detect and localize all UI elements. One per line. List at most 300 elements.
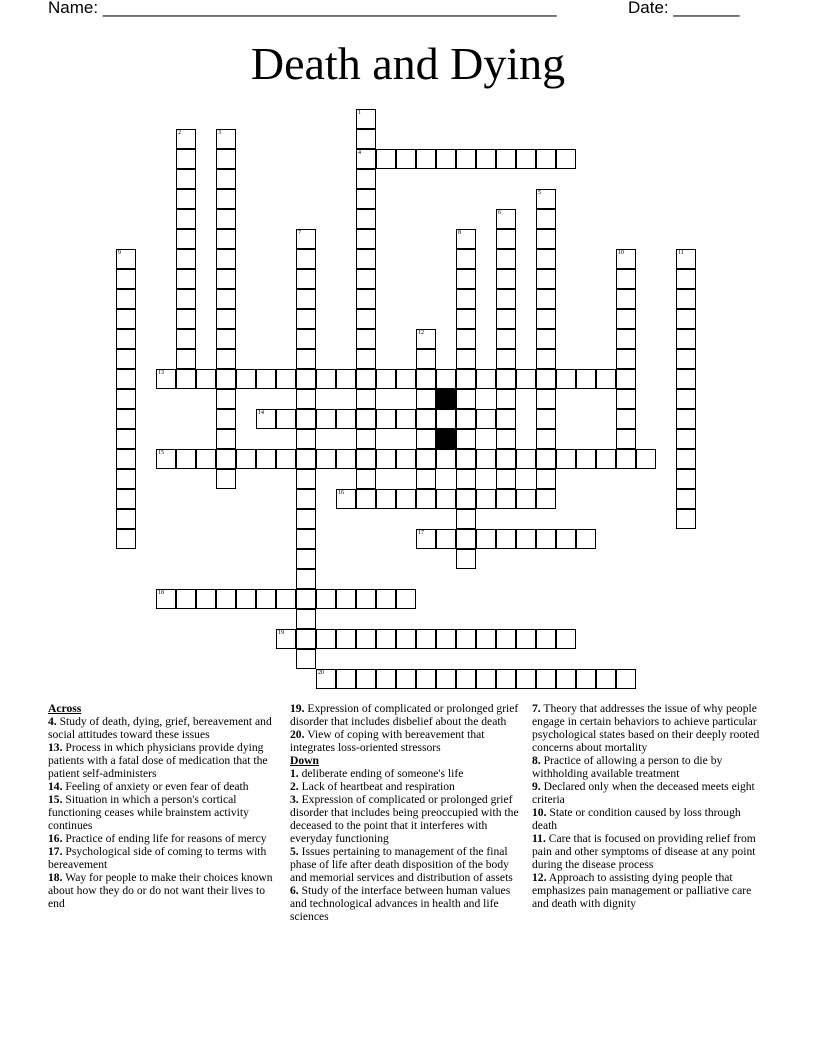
grid-cell[interactable] [536,629,556,649]
grid-cell[interactable] [176,369,196,389]
clue-number: 6. [290,884,299,897]
grid-cell[interactable] [556,529,576,549]
grid-cell[interactable] [456,449,476,469]
grid-cell[interactable] [296,609,316,629]
grid-cell[interactable] [436,149,456,169]
grid-cell[interactable] [116,409,136,429]
grid-cell[interactable] [676,389,696,409]
grid-cell[interactable] [676,409,696,429]
grid-cell[interactable] [296,469,316,489]
grid-cell[interactable] [296,569,316,589]
grid-cell[interactable] [536,269,556,289]
grid-cell[interactable] [356,429,376,449]
grid-cell[interactable] [296,289,316,309]
grid-cell[interactable] [456,669,476,689]
grid-cell[interactable] [376,449,396,469]
grid-cell[interactable] [416,429,436,449]
grid-cell[interactable] [416,629,436,649]
grid-cell[interactable] [556,369,576,389]
grid-cell[interactable] [296,429,316,449]
grid-cell[interactable] [296,629,316,649]
grid-cell[interactable] [176,309,196,329]
grid-cell[interactable] [616,309,636,329]
grid-cell[interactable] [616,389,636,409]
grid-cell[interactable] [176,589,196,609]
grid-cell[interactable] [456,469,476,489]
grid-cell[interactable] [536,389,556,409]
grid-cell[interactable] [536,229,556,249]
clue-text: Study of the interface between human values and technological advances in health and life sciences [290,884,511,923]
grid-cell[interactable] [416,389,436,409]
grid-cell[interactable] [676,349,696,369]
grid-cell[interactable] [436,669,456,689]
grid-cell[interactable] [536,189,556,209]
grid-cell[interactable] [156,369,176,389]
grid-cell[interactable] [116,509,136,529]
grid-cell[interactable] [296,249,316,269]
grid-cell[interactable] [616,269,636,289]
grid-cell[interactable] [116,289,136,309]
grid-cell[interactable] [676,269,696,289]
grid-cell[interactable] [396,589,416,609]
grid-cell[interactable] [516,629,536,649]
grid-cell[interactable] [456,329,476,349]
grid-cell[interactable] [416,669,436,689]
grid-cell[interactable] [196,369,216,389]
grid-cell[interactable] [416,489,436,509]
grid-cell[interactable] [616,409,636,429]
grid-cell[interactable] [536,309,556,329]
grid-cell[interactable] [296,449,316,469]
grid-cell[interactable] [216,329,236,349]
grid-cell[interactable] [236,449,256,469]
grid-cell[interactable] [476,409,496,429]
grid-cell[interactable] [176,449,196,469]
grid-cell[interactable] [496,489,516,509]
grid-cell[interactable] [296,529,316,549]
grid-cell[interactable] [536,149,556,169]
grid-cell[interactable] [436,449,456,469]
grid-cell[interactable] [116,369,136,389]
grid-cell[interactable] [356,449,376,469]
grid-cell[interactable] [576,449,596,469]
grid-cell[interactable] [176,209,196,229]
clue [532,754,768,780]
grid-cell[interactable] [536,409,556,429]
grid-cell[interactable] [196,589,216,609]
clue [290,702,526,728]
grid-cell[interactable] [376,409,396,429]
grid-cell[interactable] [496,309,516,329]
grid-cell[interactable] [496,229,516,249]
grid-cell[interactable] [176,229,196,249]
grid-cell[interactable] [296,489,316,509]
grid-cell[interactable] [536,329,556,349]
grid-cell[interactable] [176,249,196,269]
grid-cell[interactable] [116,329,136,349]
grid-cell[interactable] [176,149,196,169]
grid-cell[interactable] [356,629,376,649]
grid-cell[interactable] [456,149,476,169]
grid-cell[interactable] [236,589,256,609]
grid-cell[interactable] [516,529,536,549]
grid-cell[interactable] [336,409,356,429]
grid-cell[interactable] [676,429,696,449]
grid-cell[interactable] [356,589,376,609]
grid-cell[interactable] [496,149,516,169]
grid-cell[interactable] [296,409,316,429]
grid-cell[interactable] [596,449,616,469]
grid-cell[interactable] [396,149,416,169]
grid-cell[interactable] [116,489,136,509]
grid-cell[interactable] [456,429,476,449]
clue [532,806,768,832]
grid-cell[interactable] [296,549,316,569]
grid-cell[interactable] [396,369,416,389]
clue-number: 1. [290,767,299,780]
grid-cell[interactable] [536,669,556,689]
grid-cell[interactable] [416,449,436,469]
grid-cell[interactable] [416,149,436,169]
grid-cell[interactable] [356,329,376,349]
grid-cell[interactable] [436,529,456,549]
grid-cell[interactable] [396,629,416,649]
grid-cell[interactable] [496,369,516,389]
grid-cell[interactable] [676,289,696,309]
grid-cell[interactable] [216,309,236,329]
grid-cell[interactable] [116,469,136,489]
grid-cell[interactable] [176,269,196,289]
grid-cell[interactable] [416,369,436,389]
grid-cell[interactable] [376,149,396,169]
grid-cell[interactable] [116,269,136,289]
grid-cell[interactable] [336,369,356,389]
grid-cell[interactable] [216,269,236,289]
grid-cell[interactable] [356,249,376,269]
grid-cell[interactable] [276,369,296,389]
grid-cell[interactable] [116,529,136,549]
grid-cell[interactable] [356,469,376,489]
grid-cell[interactable] [356,289,376,309]
cell-number: 19 [278,630,284,636]
grid-cell[interactable] [456,489,476,509]
grid-cell[interactable] [456,309,476,329]
grid-cell[interactable] [456,349,476,369]
grid-cell[interactable] [256,369,276,389]
grid-cell[interactable] [476,489,496,509]
grid-cell[interactable] [496,389,516,409]
clue-number: 20. [290,728,305,741]
grid-cell[interactable] [396,449,416,469]
grid-cell[interactable] [336,629,356,649]
grid-cell[interactable] [676,469,696,489]
grid-cell[interactable] [456,269,476,289]
grid-cell[interactable] [356,189,376,209]
grid-cell[interactable] [436,369,456,389]
clue [48,715,284,741]
grid-cell[interactable] [236,369,256,389]
grid-cell[interactable] [216,189,236,209]
grid-cell[interactable] [676,509,696,529]
grid-cell[interactable] [456,549,476,569]
grid-cell[interactable] [596,369,616,389]
grid-cell[interactable] [616,449,636,469]
grid-cell[interactable] [356,149,376,169]
grid-cell[interactable] [496,329,516,349]
grid-cell[interactable] [216,289,236,309]
grid-cell[interactable] [316,409,336,429]
grid-cell[interactable] [536,449,556,469]
grid-cell[interactable] [416,349,436,369]
grid-cell[interactable] [316,449,336,469]
grid-cell[interactable] [276,589,296,609]
grid-cell[interactable] [516,449,536,469]
grid-cell[interactable] [356,269,376,289]
grid-cell[interactable] [356,109,376,129]
grid-cell[interactable] [296,309,316,329]
grid-cell[interactable] [496,289,516,309]
grid-cell[interactable] [376,489,396,509]
grid-cell[interactable] [316,669,336,689]
grid-cell[interactable] [676,309,696,329]
grid-cell[interactable] [536,469,556,489]
grid-cell[interactable] [536,429,556,449]
grid-cell[interactable] [336,589,356,609]
grid-cell[interactable] [476,149,496,169]
grid-cell[interactable] [536,529,556,549]
grid-cell[interactable] [456,289,476,309]
clue-text: Way for people to make their choices known about how they do or do not want their lives to end [48,871,273,910]
grid-cell[interactable] [616,349,636,369]
clue-text: Process in which physicians provide dying patients with a fatal dose of medication that the patient self-administers [48,741,268,780]
grid-cell[interactable] [676,489,696,509]
grid-cell[interactable] [176,289,196,309]
grid-cell[interactable] [196,449,216,469]
grid-cell[interactable] [396,489,416,509]
grid-cell[interactable] [396,669,416,689]
grid-cell[interactable] [296,229,316,249]
clue-text: Practice of allowing a person to die by withholding available treatment [532,754,723,780]
grid-cell[interactable] [356,489,376,509]
grid-cell[interactable] [516,489,536,509]
grid-cell[interactable] [216,209,236,229]
grid-cell[interactable] [496,469,516,489]
grid-cell[interactable] [376,369,396,389]
grid-cell[interactable] [396,409,416,429]
grid-cell[interactable] [356,209,376,229]
grid-cell[interactable] [356,229,376,249]
grid-cell[interactable] [456,529,476,549]
grid-cell[interactable] [296,349,316,369]
grid-cell[interactable] [216,389,236,409]
grid-cell[interactable] [476,369,496,389]
grid-cell[interactable] [256,449,276,469]
grid-cell[interactable] [216,409,236,429]
grid-cell[interactable] [356,169,376,189]
grid-cell[interactable] [616,249,636,269]
grid-cell[interactable] [376,669,396,689]
grid-cell[interactable] [116,389,136,409]
grid-cell[interactable] [456,249,476,269]
grid-cell[interactable] [216,369,236,389]
grid-cell[interactable] [596,669,616,689]
grid-cell[interactable] [516,369,536,389]
grid-cell[interactable] [416,529,436,549]
grid-cell[interactable] [676,329,696,349]
grid-cell[interactable] [336,449,356,469]
grid-cell[interactable] [456,629,476,649]
grid-cell[interactable] [216,589,236,609]
grid-cell[interactable] [216,429,236,449]
grid-cell[interactable] [356,369,376,389]
grid-cell[interactable] [436,629,456,649]
grid-cell[interactable] [496,349,516,369]
grid-cell[interactable] [456,509,476,529]
grid-cell[interactable] [576,529,596,549]
grid-cell[interactable] [176,129,196,149]
grid-cell[interactable] [556,149,576,169]
grid-cell[interactable] [456,389,476,409]
grid-cell[interactable] [536,349,556,369]
grid-cell[interactable] [116,249,136,269]
grid-cell[interactable] [496,209,516,229]
grid-cell[interactable] [496,529,516,549]
grid-cell[interactable] [496,429,516,449]
grid-cell[interactable] [316,629,336,649]
clue-number: 12. [532,871,547,884]
grid-block [436,389,456,409]
grid-cell[interactable] [676,249,696,269]
grid-cell[interactable] [556,669,576,689]
grid-cell[interactable] [276,409,296,429]
grid-cell[interactable] [556,629,576,649]
grid-cell[interactable] [116,349,136,369]
grid-cell[interactable] [476,449,496,469]
grid-cell[interactable] [436,489,456,509]
grid-cell[interactable] [416,469,436,489]
grid-cell[interactable] [356,349,376,369]
grid-cell[interactable] [176,189,196,209]
grid-cell[interactable] [216,249,236,269]
grid-cell[interactable] [216,349,236,369]
grid-cell[interactable] [336,489,356,509]
grid-cell[interactable] [116,309,136,329]
clue-heading: Across [48,702,82,715]
grid-cell[interactable] [176,349,196,369]
grid-cell[interactable] [176,329,196,349]
grid-cell[interactable] [356,389,376,409]
grid-cell[interactable] [216,149,236,169]
grid-cell[interactable] [616,669,636,689]
grid-cell[interactable] [496,249,516,269]
grid-cell[interactable] [536,249,556,269]
grid-cell[interactable] [476,669,496,689]
grid-cell[interactable] [536,209,556,229]
grid-cell[interactable] [376,629,396,649]
grid-cell[interactable] [156,449,176,469]
grid-cell[interactable] [536,489,556,509]
grid-cell[interactable] [676,449,696,469]
grid-cell[interactable] [296,649,316,669]
grid-cell[interactable] [456,409,476,429]
grid-cell[interactable] [256,409,276,429]
grid-cell[interactable] [556,449,576,469]
grid-cell[interactable] [116,449,136,469]
grid-cell[interactable] [216,469,236,489]
grid-cell[interactable] [316,369,336,389]
grid-cell[interactable] [356,309,376,329]
grid-cell[interactable] [176,169,196,189]
grid-cell[interactable] [296,329,316,349]
grid-cell[interactable] [496,669,516,689]
grid-cell[interactable] [376,589,396,609]
grid-cell[interactable] [216,129,236,149]
grid-cell[interactable] [616,289,636,309]
grid-cell[interactable] [636,449,656,469]
grid-cell[interactable] [516,669,536,689]
grid-cell[interactable] [296,269,316,289]
grid-cell[interactable] [116,429,136,449]
grid-cell[interactable] [416,329,436,349]
grid-cell[interactable] [516,149,536,169]
clue-text: Expression of complicated or prolonged grief disorder that includes disbelief about the death [290,702,519,728]
grid-cell[interactable] [276,629,296,649]
grid-cell[interactable] [676,369,696,389]
grid-cell[interactable] [256,589,276,609]
grid-cell[interactable] [296,589,316,609]
grid-cell[interactable] [336,669,356,689]
clue [290,793,526,845]
grid-cell[interactable] [276,449,296,469]
grid-cell[interactable] [536,369,556,389]
grid-cell[interactable] [216,229,236,249]
grid-cell[interactable] [576,669,596,689]
grid-cell[interactable] [616,429,636,449]
grid-cell[interactable] [296,509,316,529]
cell-number: 10 [618,250,624,256]
clue-text: Practice of ending life for reasons of mercy [62,832,267,845]
grid-cell[interactable] [536,289,556,309]
grid-cell[interactable] [616,369,636,389]
grid-cell[interactable] [456,229,476,249]
grid-cell[interactable] [476,629,496,649]
grid-cell[interactable] [616,329,636,349]
grid-cell[interactable] [416,409,436,429]
grid-cell[interactable] [436,409,456,429]
cell-number: 9 [118,250,121,256]
grid-cell[interactable] [496,449,516,469]
grid-cell[interactable] [216,169,236,189]
grid-block [436,429,456,449]
grid-cell[interactable] [356,129,376,149]
grid-cell[interactable] [156,589,176,609]
grid-cell[interactable] [476,529,496,549]
grid-cell[interactable] [296,369,316,389]
grid-cell[interactable] [456,369,476,389]
clue-number: 19. [290,702,305,715]
grid-cell[interactable] [356,669,376,689]
grid-cell[interactable] [576,369,596,389]
grid-cell[interactable] [496,629,516,649]
grid-cell[interactable] [316,589,336,609]
grid-cell[interactable] [356,409,376,429]
grid-cell[interactable] [496,409,516,429]
cell-number: 7 [298,230,301,236]
grid-cell[interactable] [496,269,516,289]
grid-cell[interactable] [216,449,236,469]
cell-number: 15 [158,450,164,456]
grid-cell[interactable] [296,389,316,409]
